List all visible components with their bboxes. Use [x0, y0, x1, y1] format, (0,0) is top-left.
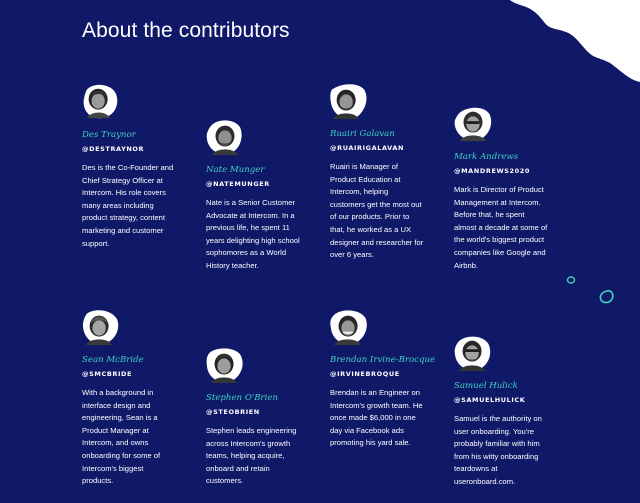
contributor-handle: @STEOBRIEN — [206, 408, 260, 416]
contributor-bio: Des is the Co-Founder and Chief Strategy Officer at Intercom. His role covers many areas including product strategy, content marketing and customer support. — [82, 163, 174, 248]
corner-blob-shape — [510, 0, 640, 85]
portrait-stephen-obrien-icon — [206, 346, 244, 384]
portrait-brendan-irvine-brocque-icon — [330, 308, 368, 346]
contributor-handle: @SMCBRIDE — [82, 370, 133, 378]
contributor-handle: @NATEMUNGER — [206, 180, 270, 188]
contributor-name: Ruairi Galavan — [330, 129, 395, 139]
contributor-bio: Ruairi is Manager of Product Education at Intercom, helping customers get the most out of our products. Prior to that, he worked as a UX designer and researcher for over 6 years. — [330, 162, 424, 260]
contributor-name: Stephen O'Brien — [206, 393, 279, 403]
contributor-handle: @IRVINEBROQUE — [330, 370, 400, 378]
contributor-card — [454, 105, 566, 272]
contributor-bio: Samuel is the authority on user onboarding. You're probably familiar with him from his witty onboarding teardowns at useronboard.com. — [454, 414, 542, 486]
contributor-name: Sean McBride — [82, 355, 144, 365]
contributor-handle: @DESTRAYNOR — [82, 145, 145, 153]
portrait-ruairi-galavan-icon — [330, 82, 368, 120]
contributor-bio: Stephen leads engineering across Intercom's growth teams, helping acquire, onboard and retain customers. — [206, 426, 297, 486]
contributor-bio: With a background in interface design and engineering, Sean is a Product Manager at Intercom, and owns onboarding for some of Intercom's biggest products. — [82, 388, 161, 486]
page-title: About the contributors — [82, 19, 290, 42]
contributor-handle: @RUAIRIGALAVAN — [330, 144, 405, 152]
contributor-card — [82, 308, 194, 488]
portrait-samuel-hulick-icon — [454, 334, 492, 372]
contributor-card — [206, 346, 318, 488]
contributor-card — [82, 83, 194, 250]
contributor-handle: @MANDREWS2020 — [454, 167, 531, 175]
portrait-des-traynor-icon — [82, 83, 120, 121]
portrait-nate-munger-icon — [206, 118, 244, 156]
contributor-card — [454, 334, 566, 489]
contributor-name: Samuel Hulick — [454, 381, 518, 391]
contributor-bio: Nate is a Senior Customer Advocate at Intercom. In a previous life, he spent 11 years delighting high school sophomores as a World History teacher. — [206, 198, 300, 270]
contributor-name: Nate Munger — [206, 165, 265, 175]
contributor-card — [330, 82, 442, 262]
contributor-name: Des Traynor — [82, 130, 136, 140]
contributor-card — [206, 118, 318, 273]
portrait-sean-mcbride-icon — [82, 308, 120, 346]
large-ring-decoration-icon — [598, 289, 616, 305]
contributor-bio: Brendan is an Engineer on Intercom's growth team. He once made $6,000 in one day via Facebook ads promoting his yard sale. — [330, 388, 423, 448]
small-ring-decoration-icon — [566, 275, 576, 285]
contributor-bio: Mark is Director of Product Management at Intercom. Before that, he spent almost a decade at some of the world's biggest product companies like Google and Airbnb. — [454, 185, 548, 270]
contributor-name: Mark Andrews — [454, 152, 519, 162]
portrait-mark-andrews-icon — [454, 105, 492, 143]
contributor-handle: @SAMUELHULICK — [454, 396, 526, 404]
contributor-card — [330, 308, 442, 450]
contributor-name: Brendan Irvine-Brocque — [330, 355, 436, 365]
